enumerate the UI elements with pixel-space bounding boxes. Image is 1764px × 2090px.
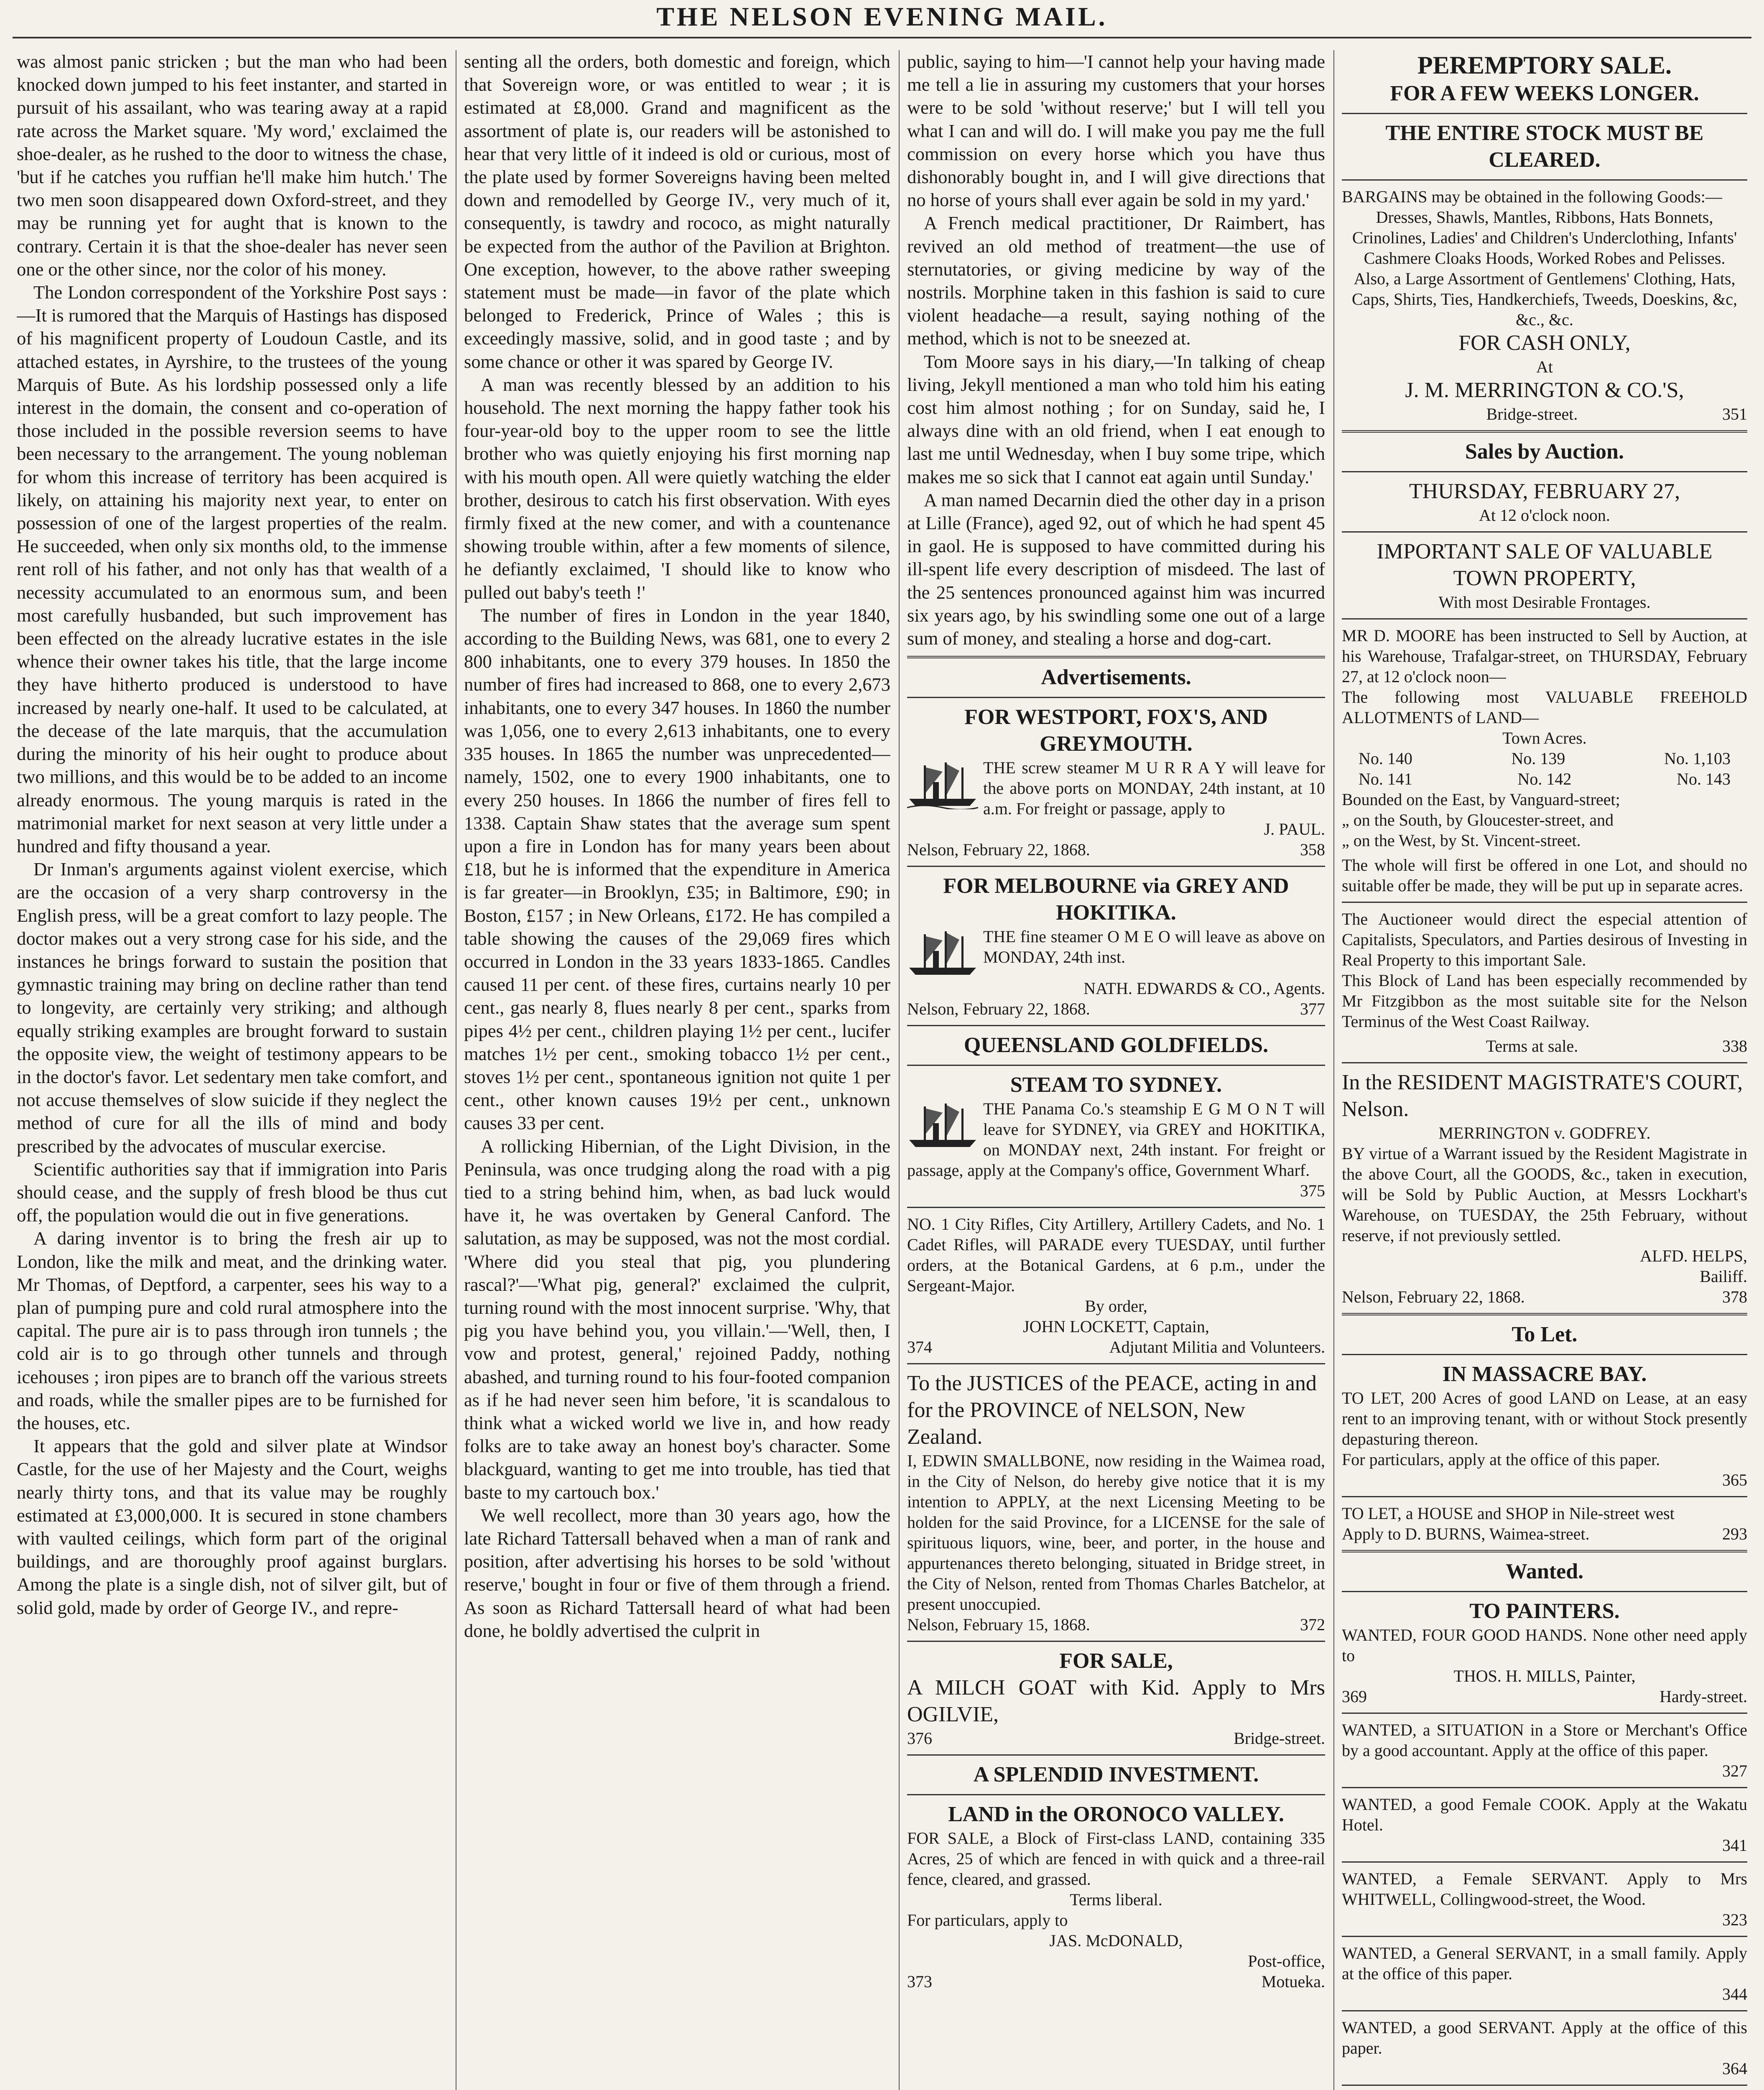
court-case: MERRINGTON v. GODFREY. <box>1438 1124 1651 1142</box>
ad-signature-role: Bailiff. <box>1700 1267 1747 1286</box>
ad-melbourne <box>907 873 1325 1019</box>
ad-following: The following most VALUABLE FREEHOLD ALLOTMENTS of LAND— <box>1342 688 1747 727</box>
town-acre: No. 143 <box>1677 770 1731 788</box>
town-acre: No. 141 <box>1359 770 1412 788</box>
article-baby-teeth: A man was recently blessed by an addition to his household. The next morning the happy father took his four-year-old boy to the upper room to see the little brother who was quietly enjoying his first morning nap with his mouth open. All were quietly watching the elder brother, desirous to catch his first observation. With eyes firmly fixed at the new comer, and with a countenance showing trouble within, after a few moments of silence, he defiantly exclaimed, 'I should like to know who pulled out baby's teeth !' <box>464 374 890 603</box>
ad-number: 372 <box>1300 1615 1325 1634</box>
section-rule <box>1342 1313 1747 1315</box>
ad-number: 358 <box>1300 840 1325 859</box>
ad-heading: IN MASSACRE BAY. <box>1442 1362 1647 1386</box>
bounded-south: „ on the South, by Gloucester-street, and <box>1342 811 1614 829</box>
ad-heading: IMPORTANT SALE OF VALUABLE TOWN PROPERTY, <box>1377 540 1713 590</box>
article-fresh-air: A daring inventor is to bring the fresh air up to London, like the milk and meat, and the drinking water. Mr Thomas, of Deptford, a carpenter, sees his way to a plan of pumping pure and cold rural atmosphere into the capital. The pure air is to pass through iron tunnels ; the cold air is to go through other tunnels and through icehouses ; iron pipes are to branch off the various streets and roads, while the smaller pipes are to be furnished for the houses, etc. <box>17 1228 447 1433</box>
section-rule <box>1342 471 1747 472</box>
article-french-medical: A French medical practitioner, Dr Raimbert, has revived an old method of treatment—the use of sternutatories, or giving medicine by way of the nostrils. Morphine taken in this fashion is said to cure violent headache—a result, saying nothing of the method, which is not to be sneezed at. <box>907 212 1325 349</box>
sales-by-auction-header: Sales by Auction. <box>1465 440 1624 464</box>
masthead <box>0 0 1764 42</box>
ad-attention: The Auctioneer would direct the especial attention of Capitalists, Speculators, and Parties desirous of Investing in Real Property to this important Sale. <box>1342 910 1747 969</box>
ad-wanted-female-servant <box>1342 1868 1747 1930</box>
ad-body: TO LET, a HOUSE and SHOP in Nile-street west <box>1342 1504 1675 1523</box>
ad-house-shop <box>1342 1503 1747 1544</box>
column-3 <box>907 50 1325 2090</box>
auction-time: At 12 o'clock noon. <box>1479 506 1610 525</box>
ad-body: A MILCH GOAT with Kid. Apply to Mrs OGILVIE, <box>907 1676 1325 1727</box>
advertisements-header: Advertisements. <box>1041 665 1191 690</box>
article-tattersall-cont: public, saying to him—'I cannot help your having made me tell a lie in assuring my customers that your horses were to be sold 'without reserve;' but I will tell you what I can and will do. I will make you pay me the full commission on every horse which you have thus dishonorably bought in, and I will give directions that no horse of yours shall ever again be sold in my yard.' <box>907 51 1325 211</box>
ad-signature: THOS. H. MILLS, Painter, <box>1453 1667 1636 1685</box>
section-rule <box>1342 1861 1747 1863</box>
section-rule <box>1342 618 1747 619</box>
section-rule <box>1342 1713 1747 1714</box>
section-rule <box>1342 1062 1747 1063</box>
section-rule <box>907 866 1325 867</box>
section-rule <box>907 1641 1325 1642</box>
ad-address: Bridge-street. <box>1234 1729 1325 1748</box>
section-rule <box>907 1025 1325 1026</box>
ad-wanted-general-servant <box>1342 1943 1747 2004</box>
ad-heading: In the RESIDENT MAGISTRATE'S COURT, Nelson. <box>1342 1070 1743 1121</box>
ad-signature: ALFD. HELPS, <box>1640 1246 1747 1265</box>
ad-body: MR D. MOORE has been instructed to Sell by Auction, at his Warehouse, Trafalgar-street, on THURSDAY, February 27, at 12 o'clock noon— <box>1342 626 1747 686</box>
ad-at: At <box>1536 357 1553 376</box>
wanted-header: Wanted. <box>1505 1560 1584 1583</box>
section-rule <box>1342 1354 1747 1355</box>
ad-terms: Terms liberal. <box>1070 1890 1162 1909</box>
ad-whole-lot: The whole will first be offered in one Lot, and should no suitable offer be made, they will be put up in separate acres. <box>1342 856 1747 895</box>
bounded-east: Bounded on the East, by Vanguard-street; <box>1342 790 1620 809</box>
section-rule <box>1342 1591 1747 1592</box>
auction-date: THURSDAY, FEBRUARY 27, <box>1409 479 1680 503</box>
ad-firm: J. M. MERRINGTON & CO.'S, <box>1405 378 1684 402</box>
ad-number: 323 <box>1722 1910 1747 1929</box>
ad-address: Hardy-street. <box>1659 1687 1747 1706</box>
ad-peremptory-sale <box>1342 50 1747 424</box>
ad-body: BY virtue of a Warrant issued by the Resident Magistrate in the above Court, all the GOODS, &c., taken in execution, will be Sold by Public Auction, at Messrs Lockhart's Warehouse, on TUESDAY, the 25th February, without reserve, if not previously settled. <box>1342 1144 1747 1245</box>
section-rule <box>1342 1936 1747 1937</box>
ad-body: WANTED, a General SERVANT, in a small family. Apply at the office of this paper. <box>1342 1944 1747 1983</box>
ad-number: 374 <box>907 1338 932 1357</box>
section-rule <box>907 1207 1325 1208</box>
ad-number: 351 <box>1722 405 1747 423</box>
section-rule <box>1342 2010 1747 2011</box>
ad-wanted-situation <box>1342 1720 1747 1781</box>
masthead-rule <box>13 37 1751 38</box>
ad-date: Nelson, February 22, 1868. <box>907 999 1090 1019</box>
town-acre: No. 139 <box>1511 749 1565 768</box>
ad-body: WANTED, a good Female COOK. Apply at the Wakatu Hotel. <box>1342 1795 1747 1834</box>
ad-heading: STEAM TO SYDNEY. <box>1010 1073 1222 1097</box>
section-rule <box>1342 531 1747 533</box>
section-rule <box>907 1754 1325 1756</box>
section-rule <box>1342 1496 1747 1497</box>
ad-address: Bridge-street. <box>1486 405 1578 423</box>
ad-signature: NATH. EDWARDS & CO., Agents. <box>1083 979 1325 998</box>
article-london-fires: The number of fires in London in the year 1840, according to the Building News, was 681, one to every 2 800 inhabitants, one to every 379 houses. In 1850 the number of fires had increased to 868, one to every 2,673 inhabitants, one to every 347 houses. In 1860 the number was 1,056, one to every 2,613 inhabitants, one to every 335 houses. In 1865 the number was unprecedented—namely, 1502, one to every 1900 inhabitants, one to every 250 houses. In 1866 the number of fires fell to 1338. Captain Shaw states that the average sum spent upon a fire in London has for many years been about £18, but he is informed that the expenditure in America is far greater—in Brooklyn, £35; in Baltimore, £90; in Boston, £157 ; in New Orleans, £172. He has compiled a table showing the causes of the 29,069 fires which occurred in London in the 33 years 1833-1865. Candles caused 11 per cent. of these fires, curtains nearly 10 per cent., gas nearly 8, flues nearly 8 per cent., sparks from pipes 4½ per cent., children playing 1½ per cent., lucifer matches 1½ per cent., smoking tobacco 1½ per cent., stoves 1½ per cent., spontaneous ignition not quite 1 per cent., other known causes 19½ per cent., unknown causes 33 per cent. <box>464 604 890 1134</box>
ad-court <box>1342 1069 1747 1307</box>
town-acres-heading: Town Acres. <box>1502 729 1587 747</box>
steamship-icon <box>907 1100 978 1150</box>
ad-body: WANTED, a good SERVANT. Apply at the office of this paper. <box>1342 2018 1747 2057</box>
ad-office: Post-office, <box>1248 1952 1325 1971</box>
section-rule <box>1342 902 1747 903</box>
ad-subheading: LAND in the ORONOCO VALLEY. <box>948 1802 1284 1827</box>
ad-auction-moore <box>1342 478 1747 1056</box>
ad-date: Nelson, February 22, 1868. <box>1342 1287 1525 1306</box>
section-rule <box>907 1065 1325 1066</box>
town-acre: No. 142 <box>1517 770 1572 788</box>
ad-particulars: For particulars, apply at the office of this paper. <box>1342 1450 1660 1469</box>
ad-number: 341 <box>1722 1836 1747 1855</box>
ad-painters <box>1342 1598 1747 1707</box>
ad-by-order: By order, <box>1085 1297 1147 1316</box>
ad-heading: FOR WESTPORT, FOX'S, AND GREYMOUTH. <box>964 705 1268 756</box>
ad-cash: FOR CASH ONLY, <box>1458 331 1631 355</box>
ad-heading: A SPLENDID INVESTMENT. <box>973 1763 1259 1787</box>
ad-heading: FOR MELBOURNE via GREY AND HOKITIKA. <box>943 874 1289 925</box>
ad-number: 373 <box>907 1972 932 1991</box>
steamship-icon <box>907 759 978 809</box>
ad-apply: For particulars, apply to <box>907 1911 1068 1930</box>
to-let-header: To Let. <box>1512 1323 1578 1346</box>
ad-number: 327 <box>1722 1761 1747 1780</box>
article-decarnin: A man named Decarnin died the other day in a prison at Lille (France), aged 92, out of which he had spent 45 in gaol. He is supposed to have committed during his ill-spent life every description of misdeed. The last of the 25 sentences pronounced against him was incurred six years ago, by his swindling some one out of a large sum of money, and stealing a horse and dog-cart. <box>907 489 1325 649</box>
ad-block: This Block of Land has been especially recommended by Mr Fitzgibbon as the most suitable site for the Nelson Terminus of the West Coast Railway. <box>1342 971 1747 1031</box>
ad-date: Nelson, February 15, 1868. <box>907 1615 1090 1634</box>
ad-rifles <box>907 1214 1325 1357</box>
section-rule <box>1342 113 1747 114</box>
ad-heading: FOR SALE, <box>1059 1649 1173 1673</box>
ad-number: 369 <box>1342 1687 1367 1706</box>
ad-westport <box>907 704 1325 860</box>
article-hibernian-pig: A rollicking Hibernian, of the Light Division, in the Peninsula, was once trudging along the road with a pig tied to a string behind him, when, as bad luck would have it, he was overtaken by General Canford. The salutation, as may be supposed, was not the most cordial. 'Where did you steal that pig, you plundering rascal?'—'What pig, general?' exclaimed the culprit, turning round with the most innocent surprise. 'Why, that pig you have behind you, you villain.'—'Well, then, I vow and protest, general,' rejoined Paddy, nothing abashed, and turning round to his four-footed companion as if he had never seen him before, 'it is scandalous to think what a wicked world we live in, and how ready folks are to take away an honest boy's character. Some blackguard, wanting to get me into trouble, has tied that baste to my cartouch box.' <box>464 1135 890 1503</box>
ad-number: 364 <box>1722 2059 1747 2078</box>
section-rule <box>907 697 1325 698</box>
section-rule <box>1342 1787 1747 1788</box>
ad-number: 365 <box>1722 1471 1747 1489</box>
ad-signature: JAS. McDONALD, <box>1049 1931 1183 1950</box>
column-divider <box>1333 50 1334 2090</box>
ad-heading: To the JUSTICES of the PEACE, acting in and for the PROVINCE of NELSON, New Zealand. <box>907 1371 1317 1449</box>
ad-number: 377 <box>1300 999 1325 1019</box>
column-4 <box>1342 50 1747 2090</box>
ad-signature: J. PAUL. <box>1264 820 1325 839</box>
newspaper-title: THE NELSON EVENING MAIL. <box>656 2 1108 31</box>
article-paris-immigration: Scientific authorities say that if immigration into Paris should cease, and the supply of fresh blood be thus cut off, the population would die out in five generations. <box>17 1158 447 1226</box>
ad-signature-role: Adjutant Militia and Volunteers. <box>1109 1338 1325 1357</box>
article-tattersall: We well recollect, more than 30 years ago, how the late Richard Tattersall behaved when a man of rank and position, after advertising his horses to be sold 'without reserve,' bought in four or five of them through a friend. As soon as Richard Tattersall heard of what had been done, he boldly advertised the culprit in <box>464 1504 890 1641</box>
ad-also-list: Also, a Large Assortment of Gentlemens' Clothing, Hats, Caps, Shirts, Ties, Handkerchiefs, Tweeds, Doeskins, &c, &c., &c. <box>1352 269 1737 329</box>
town-acre: No. 1,103 <box>1664 749 1731 768</box>
section-rule <box>1342 1550 1747 1552</box>
ad-body: THE screw steamer M U R R A Y will leave for the above ports on MONDAY, 24th instant, at 10 a.m. For freight or passage, apply to <box>983 758 1325 818</box>
column-1 <box>17 50 447 2090</box>
ad-body: WANTED, a SITUATION in a Store or Merchant's Office by a good accountant. Apply at the office of this paper. <box>1342 1720 1747 1760</box>
column-2 <box>464 50 890 2090</box>
article-loudoun-castle: The London correspondent of the Yorkshire Post says :—It is rumored that the Marquis of Hastings has disposed of his magnificent property of Loudoun Castle, and its attached estates, in Ayrshire, to the trustees of the young Marquis of Bute. As his lordship possessed only a life interest in the domain, the consent and co-operation of those included in the possible reversion seems to have been necessary to the arrangement. The young nobleman for whom this increase of territory has been acquired is likely, on attaining his majority next year, to enter on possession of one of the largest properties of the realm. He succeeded, when only six months old, to the immense rent roll of his father, and not only has that wealth of a necessity accumulated to an enormous sum, and been most carefully husbanded, but such improvement has been effected on the already lucrative estates in the isle whence their owner takes his title, that the large income they have hitherto produced is understood to have increased by nearly one-half. It used to be calculated, at the decease of the late marquis, that the accumulation during the minority of his heir ought to produce about two millions, and this would be to be added to an income already enormous. The young marquis is rated in the matrimonial market for next season at very little under a hundred and fifty thousand a year. <box>17 282 447 856</box>
town-acre: No. 140 <box>1359 749 1412 768</box>
article-tom-moore: Tom Moore says in his diary,—'In talking of cheap living, Jekyll mentioned a man who told him his eating cost him almost nothing ; for on Sunday, said he, I always dine with an old friend, when I eat enough to last me until Wednesday, when I buy some tripe, which makes me so sick that I cannot eat again until Sunday.' <box>907 351 1325 487</box>
section-rule <box>907 656 1325 658</box>
ad-subheading: With most Desirable Frontages. <box>1438 593 1651 612</box>
ad-heading: PEREMPTORY SALE. <box>1417 51 1672 79</box>
ad-body: NO. 1 City Rifles, City Artillery, Artillery Cadets, and No. 1 Cadet Rifles, will PARADE every TUESDAY, until further orders, at the Botanical Gardens, at 6 p.m., under the Sergeant-Major. <box>907 1215 1325 1295</box>
ad-wanted-good-servant <box>1342 2017 1747 2079</box>
ad-apply: Apply to D. BURNS, Waimea-street. <box>1342 1524 1590 1543</box>
ad-body: I, EDWIN SMALLBONE, now residing in the Waimea road, in the City of Nelson, do hereby give notice that it is my intention to APPLY, at the next Licensing Meeting to be holden for the said Province, for a LICENSE for the sale of spirituous liquors, wine, beer, and porter, in the house and appurtenances thereto belonging, situated in Bridge street, in the City of Nelson, rented from Thomas Charles Batchelor, at present unoccupied. <box>907 1451 1325 1614</box>
ad-stock: THE ENTIRE STOCK MUST BE CLEARED. <box>1385 121 1704 172</box>
queensland-heading: QUEENSLAND GOLDFIELDS. <box>964 1033 1269 1058</box>
article-shoe-dealer: was almost panic stricken ; but the man who had been knocked down jumped to his feet instanter, and started in pursuit of his assailant, who was tearing away at a rapid rate across the Market square. 'My word,' exclaimed the shoe-dealer, as he rushed to the door to witness the chase, 'but if he catches you ruffian he'll make him hutch.' The two men soon disappeared down Oxford-street, and they may be running yet for aught that is known to the contrary. Certain it is that the shoe-dealer has never seen one or the other since, nor the color of his money. <box>17 51 447 280</box>
ad-goods-list: Dresses, Shawls, Mantles, Ribbons, Hats Bonnets, Crinolines, Ladies' and Children's Underclothing, Infants' Cashmere Cloaks Hoods, Worked Robes and Pelisses. <box>1352 208 1737 268</box>
ad-subheading: FOR A FEW WEEKS LONGER. <box>1390 82 1699 105</box>
ad-body: WANTED, a Female SERVANT. Apply to Mrs WHITWELL, Collingwood-street, the Wood. <box>1342 1869 1747 1909</box>
ad-signature: JOHN LOCKETT, Captain, <box>1023 1317 1209 1336</box>
article-dr-inman: Dr Inman's arguments against violent exercise, which are the occasion of a very sharp controversy in the English press, will be a great comfort to lazy people. The doctor makes out a very strong case for his side, and the instances he brings forward to sustain the position that gymnastic training may bring on decline rather than tend to longevity, are certainly very striking; and although equally striking examples are brought forward to sustain the opposite view, the weight of testimony appears to be in the doctor's favor. Let sedentary men take comfort, and not accuse themselves of slow suicide if they neglect the method of cure for all the ills of mind and body prescribed by the advocates of muscular exercise. <box>17 859 447 1157</box>
ad-number: 344 <box>1722 1985 1747 2003</box>
bounded-west: „ on the West, by St. Vincent-street. <box>1342 831 1581 850</box>
ad-investment <box>907 1761 1325 1992</box>
ad-number: 375 <box>1300 1181 1325 1200</box>
column-divider <box>899 50 900 2090</box>
ad-justices <box>907 1370 1325 1635</box>
steamship-icon <box>907 928 978 978</box>
ad-sydney <box>907 1072 1325 1201</box>
article-windsor-plate-cont: senting all the orders, both domestic and foreign, which that Sovereign wore, or was entitled to wear ; it is estimated at £8,000. Grand and magnificent as the assortment of plate is, our readers will be astonished to hear that very little of it indeed is old or curious, most of the plate used by former Sovereigns having been melted down and remodelled by George IV., very much of it, consequently, is tawdry and rococo, as might naturally be expected from the author of the Pavilion at Brighton. One exception, however, to the above rather sweeping statement must be made—in favor of the plate which belonged to Frederick, Prince of Wales ; this is exceedingly massive, solid, and in good taste ; and by some chance or other it was spared by George IV. <box>464 51 890 372</box>
ad-terms: Terms at sale. <box>1486 1037 1578 1055</box>
section-rule <box>1342 430 1747 433</box>
ad-date: Nelson, February 22, 1868. <box>907 840 1090 859</box>
section-rule <box>1342 2085 1747 2086</box>
ad-heading: TO PAINTERS. <box>1469 1599 1620 1623</box>
ad-body: TO LET, 200 Acres of good LAND on Lease, at an easy rent to an improving tenant, with or without Stock presently depasturing thereon. <box>1342 1389 1747 1448</box>
ad-massacre-bay <box>1342 1361 1747 1490</box>
ad-body: WANTED, FOUR GOOD HANDS. None other need apply to <box>1342 1626 1747 1665</box>
section-rule <box>1342 179 1747 181</box>
ad-number: 378 <box>1722 1287 1747 1306</box>
article-windsor-plate: It appears that the gold and silver plate at Windsor Castle, for the use of her Majesty and the Court, weighs nearly thirty tons, and that its value may be roughly estimated at £3,000,000. It is secured in stone chambers with vaulted ceilings, which form part of the original buildings, and are thoroughly proof against burglars. Among the plate is a single dish, not of silver gilt, but of solid gold, made by order of George IV., and repre- <box>17 1435 447 1618</box>
ad-body: FOR SALE, a Block of First-class LAND, containing 335 Acres, 25 of which are fenced in with quick and a three-rail fence, cleared, and grassed. <box>907 1829 1325 1889</box>
ad-goat <box>907 1648 1325 1748</box>
ad-body: BARGAINS may be obtained in the following Goods:— <box>1342 187 1722 206</box>
ad-number: 293 <box>1722 1524 1747 1543</box>
section-rule <box>907 1794 1325 1795</box>
ad-number: 338 <box>1722 1037 1747 1055</box>
ad-body: THE Panama Co.'s steamship E G M O N T will leave for SYDNEY, via GREY and HOKITIKA, on MONDAY next, 24th instant. For freight or passage, apply at the Company's office, Government Wharf. <box>907 1099 1325 1180</box>
section-rule <box>907 1363 1325 1364</box>
ad-place: Motueka. <box>1261 1972 1325 1991</box>
ad-body: THE fine steamer O M E O will leave as above on MONDAY, 24th inst. <box>983 927 1325 967</box>
ad-wanted-cook <box>1342 1794 1747 1856</box>
ad-number: 376 <box>907 1729 932 1748</box>
